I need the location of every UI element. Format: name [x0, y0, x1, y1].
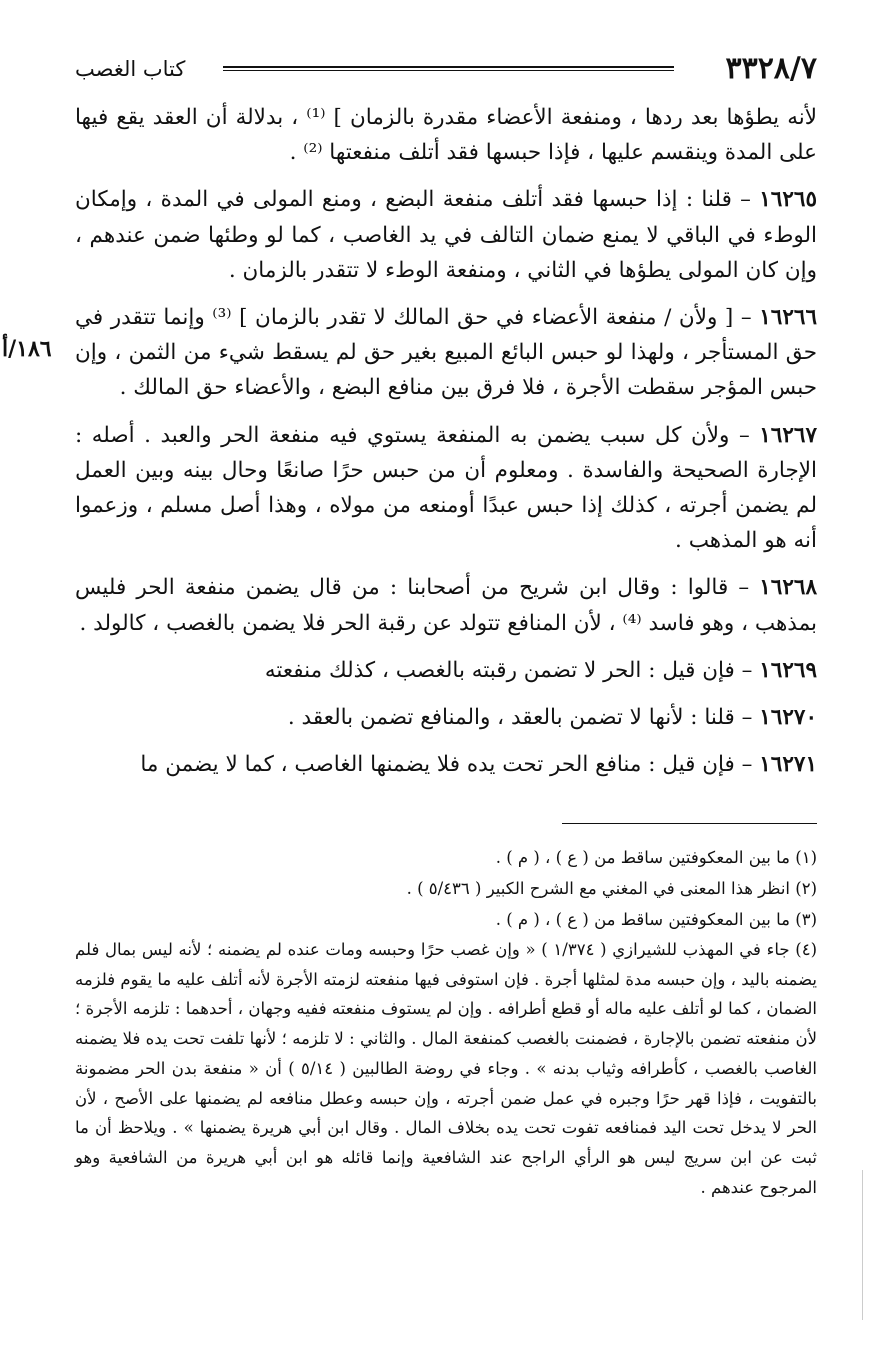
paragraph-number: ١٦٢٦٥	[759, 187, 817, 213]
main-text	[75, 100, 817, 794]
paragraph-text: – ولأن كل سبب يضمن به المنفعة يستوي فيه منفعة الحر والعبد . أصله : الإجارة الصحيحة والفاسدة . ومعلوم أن من حبس حرًا صانعًا وحال بينه وبين العمل لم يضمن أجرته ، كذلك إذا حبس عبدًا أومنعه من مولاه ، وهذا أصل مسلم ، وزعموا أنه هو المذهب .	[75, 422, 817, 554]
paragraph	[75, 653, 817, 688]
footnote: (١) ما بين المعكوفتين ساقط من ( ع ) ، ( م ) .	[495, 848, 817, 867]
footnote: (٢) انظر هذا المعنى في المغني مع الشرح الكبير ( ٥/٤٣٦ ) .	[406, 879, 817, 898]
paragraph-number: ١٦٢٧١	[759, 752, 817, 778]
margin-folio-note: ١٨٦/أ	[2, 336, 52, 362]
paragraph-number: ١٦٢٦٧	[759, 422, 817, 448]
page-number: ٣٣٢٨/٧	[725, 51, 817, 86]
paragraph-text: لأنه يطؤها بعد ردها ، ومنفعة الأعضاء مقدرة بالزمان ] ⁽¹⁾ ، بدلالة أن العقد يقع فيها على المدة وينقسم عليها ، فإذا حبسها فقد أتلف منفعتها ⁽²⁾ .	[75, 105, 817, 166]
paragraph-number: ١٦٢٦٩	[759, 657, 817, 683]
footnote-separator	[562, 823, 817, 824]
paragraph-text: – [ ولأن / منفعة الأعضاء في حق المالك لا تقدر بالزمان ] ⁽³⁾ وإنما تتقدر في حق المستأجر ، ولهذا لو حبس البائع المبيع بغير حق لم يسقط شيء من الثمن ، وإن حبس المؤجر سقطت الأجرة ، فلا فرق بين منافع البضع ، والأعضاء حق المالك .	[75, 305, 817, 401]
header-rule	[223, 66, 674, 71]
paragraph-text: – فإن قيل : منافع الحر تحت يده فلا يضمنها الغاصب ، كما لا يضمن ما	[140, 752, 760, 778]
footnotes	[75, 842, 817, 1202]
paragraph-text: – فإن قيل : الحر لا تضمن رقبته بالغصب ، كذلك منفعته	[264, 657, 760, 683]
paragraph	[75, 570, 817, 640]
page-header	[75, 52, 817, 92]
paragraph-continuation	[75, 100, 817, 170]
paragraph	[75, 700, 817, 735]
paragraph	[75, 300, 817, 406]
paragraph	[75, 418, 817, 559]
paragraph	[75, 747, 817, 782]
paragraph-text: – قلنا : لأنها لا تضمن بالعقد ، والمنافع تضمن بالعقد .	[287, 705, 760, 731]
paragraph-text: – قالوا : وقال ابن شريح من أصحابنا : من قال يضمن منفعة الحر فليس بمذهب ، وهو فاسد ⁽⁴⁾ ، لأن المنافع تتولد عن رقبة الحر فلا يضمن بالغصب ، كالولد .	[75, 575, 817, 636]
paragraph-number: ١٦٢٧٠	[759, 705, 817, 731]
footnote: (٤) جاء في المهذب للشيرازي ( ١/٣٧٤ ) « وإن غصب حرًا وحبسه ومات عنده لم يضمنه ؛ لأنه ليس بمال فلم يضمنه باليد ، وإن حبسه مدة لمثلها أجرة . فإن استوفى فيها منفعته لزمته الأجرة لأنه أتلف عليه ما يقوم فلزمه الضمان ، كما لو أتلف عليه ماله أو قطع أطرافه . وإن لم يستوف منفعته ففيه وجهان ، أحدهما : تلزمه الأجرة ؛ لأن منفعته تضمن بالإجارة ، فضمنت بالغصب كمنفعة المال . والثاني : لا تلزمه ؛ لأنها تلفت تحت يده فلا يضمنه الغاصب بالغصب ، كأطرافه وثياب بدنه » . وجاء في روضة الطالبين ( ٥/١٤ ) أن « منفعة بدن الحر مضمونة بالتفويت ، فإذا قهر حرًا وجبره في عمل ضمن أجرته ، وإن حبسه وعطل منافعه لم يضمنها على الأصح ، لأن الحر لا يدخل تحت اليد فمنافعه تفوت تحت يده بخلاف المال . وقال ابن أبي هريرة يضمنها » . ويلاحظ أن ما ثبت عن ابن سريج ليس هو الرأي الراجح عند الشافعية وإنما قائله هو ابن أبي هريرة من الشافعية وهو المرجوح عندهم .	[75, 940, 817, 1197]
paragraph-number: ١٦٢٦٦	[759, 305, 817, 331]
paragraph-number: ١٦٢٦٨	[759, 575, 817, 601]
footnote: (٣) ما بين المعكوفتين ساقط من ( ع ) ، ( م ) .	[495, 910, 817, 929]
page-edge-mark	[862, 1170, 863, 1320]
paragraph	[75, 182, 817, 288]
book-title: كتاب الغصب	[75, 57, 186, 81]
paragraph-text: – قلنا : إذا حبسها فقد أتلف منفعة البضع ، ومنع المولى في المدة ، وإمكان الوطء في الباقي لا يمنع ضمان التالف في يد الغاصب ، كما لو وطئها ضمن عندهم ، وإن كان المولى يطؤها في الثاني ، ومنفعة الوطء لا تتقدر بالزمان .	[75, 187, 817, 283]
